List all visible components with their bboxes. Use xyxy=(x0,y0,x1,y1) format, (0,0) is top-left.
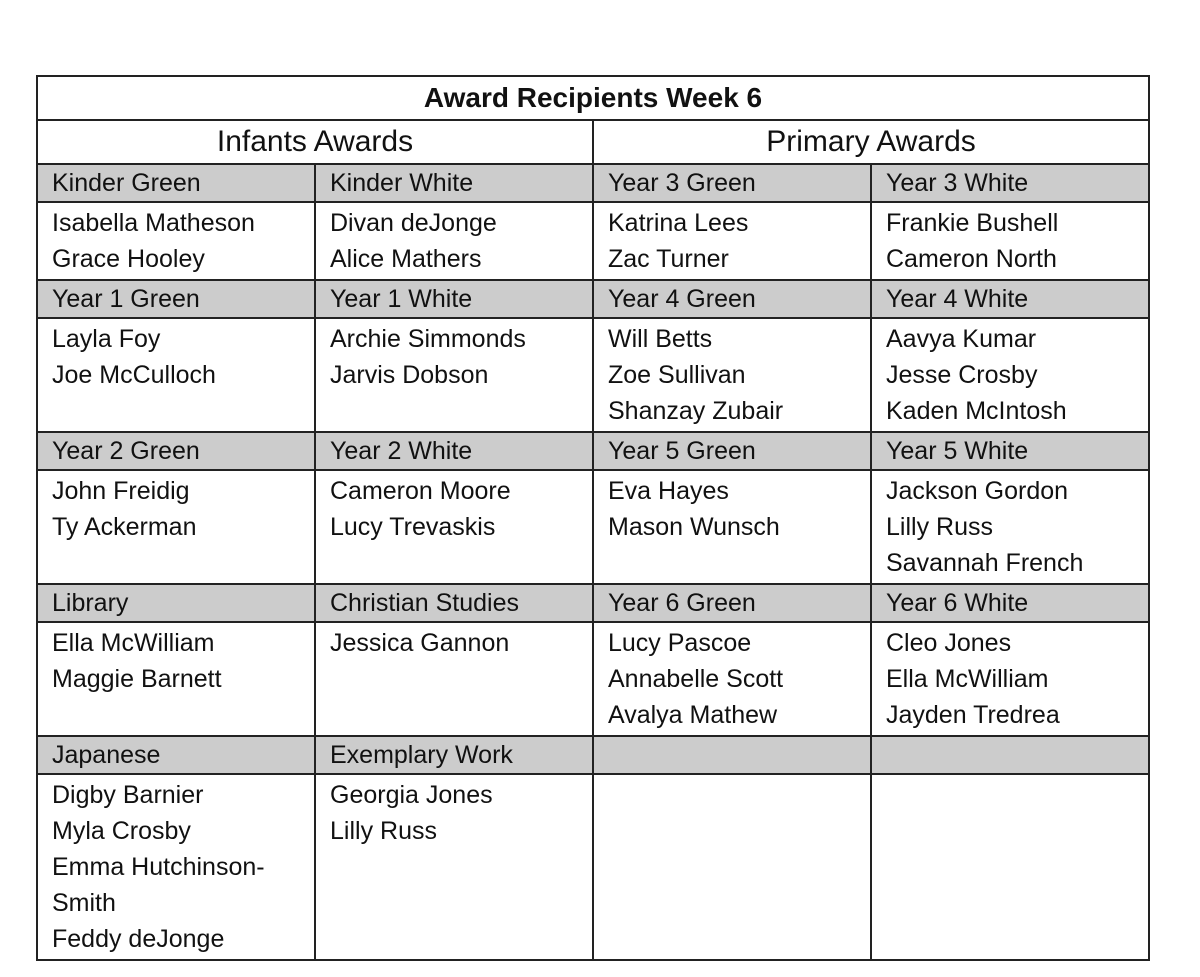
class-header-cell: Kinder Green xyxy=(37,164,315,202)
class-header-cell xyxy=(593,736,871,774)
names-cell xyxy=(871,318,1149,432)
class-header-row xyxy=(37,280,1149,318)
recipient-name: Myla Crosby xyxy=(52,817,191,845)
names-cell xyxy=(593,318,871,432)
recipient-name: Avalya Mathew xyxy=(608,701,778,729)
names-row xyxy=(37,622,1149,736)
recipient-name: Jayden Tredrea xyxy=(886,701,1060,729)
recipient-name: Emma Hutchinson-Smith xyxy=(52,853,265,917)
recipient-name: Jackson Gordon xyxy=(886,477,1069,505)
class-header-cell: Year 5 White xyxy=(871,432,1149,470)
class-header-cell: Year 6 White xyxy=(871,584,1149,622)
names-cell xyxy=(315,774,593,960)
title-row xyxy=(37,76,1149,120)
recipient-name: Lilly Russ xyxy=(330,817,437,845)
recipient-name: Zac Turner xyxy=(608,245,729,273)
recipient-name: Cameron North xyxy=(886,245,1057,273)
recipient-name: Lucy Pascoe xyxy=(608,629,752,657)
class-header-row xyxy=(37,164,1149,202)
class-header-cell: Year 5 Green xyxy=(593,432,871,470)
class-header-cell: Kinder White xyxy=(315,164,593,202)
names-cell xyxy=(37,774,315,960)
names-cell xyxy=(593,622,871,736)
award-recipients-table xyxy=(36,75,1150,961)
recipient-name: Layla Foy xyxy=(52,325,161,353)
section-row xyxy=(37,120,1149,164)
recipient-name: Digby Barnier xyxy=(52,781,204,809)
recipient-name: Ella McWilliam xyxy=(52,629,215,657)
names-cell xyxy=(593,774,871,960)
names-cell xyxy=(37,202,315,280)
recipient-name: Alice Mathers xyxy=(330,245,482,273)
class-header-cell: Year 1 White xyxy=(315,280,593,318)
class-header-cell: Year 4 White xyxy=(871,280,1149,318)
names-row xyxy=(37,470,1149,584)
recipient-name: Ty Ackerman xyxy=(52,513,197,541)
recipient-name: John Freidig xyxy=(52,477,190,505)
names-row xyxy=(37,774,1149,960)
names-cell xyxy=(871,470,1149,584)
class-header-row xyxy=(37,584,1149,622)
class-header-cell xyxy=(871,736,1149,774)
class-header-cell: Exemplary Work xyxy=(315,736,593,774)
section-infants-awards: Infants Awards xyxy=(37,120,593,164)
recipient-name: Archie Simmonds xyxy=(330,325,526,353)
names-cell xyxy=(593,202,871,280)
names-cell xyxy=(37,622,315,736)
names-cell xyxy=(37,470,315,584)
recipient-name: Will Betts xyxy=(608,325,713,353)
recipient-name: Jessica Gannon xyxy=(330,629,510,657)
recipient-name: Kaden McIntosh xyxy=(886,397,1067,425)
names-cell xyxy=(871,622,1149,736)
recipient-name: Jarvis Dobson xyxy=(330,361,489,389)
recipient-name: Ella McWilliam xyxy=(886,665,1049,693)
names-cell xyxy=(315,470,593,584)
recipient-name: Lilly Russ xyxy=(886,513,993,541)
recipient-name: Katrina Lees xyxy=(608,209,749,237)
class-header-cell: Year 1 Green xyxy=(37,280,315,318)
class-header-cell: Year 3 Green xyxy=(593,164,871,202)
names-row xyxy=(37,202,1149,280)
names-cell xyxy=(315,318,593,432)
class-header-cell: Japanese xyxy=(37,736,315,774)
names-cell xyxy=(871,774,1149,960)
recipient-name: Frankie Bushell xyxy=(886,209,1059,237)
recipient-name: Joe McCulloch xyxy=(52,361,216,389)
recipient-name: Shanzay Zubair xyxy=(608,397,784,425)
recipient-name: Jesse Crosby xyxy=(886,361,1038,389)
recipient-name: Grace Hooley xyxy=(52,245,205,273)
recipient-name: Eva Hayes xyxy=(608,477,729,505)
class-header-row xyxy=(37,736,1149,774)
recipient-name: Aavya Kumar xyxy=(886,325,1037,353)
names-cell xyxy=(315,622,593,736)
recipient-name: Cameron Moore xyxy=(330,477,511,505)
recipient-name: Isabella Matheson xyxy=(52,209,255,237)
class-header-cell: Year 2 White xyxy=(315,432,593,470)
recipient-name: Feddy deJonge xyxy=(52,925,225,953)
names-row xyxy=(37,318,1149,432)
names-cell xyxy=(593,470,871,584)
recipient-name: Maggie Barnett xyxy=(52,665,222,693)
class-header-cell: Christian Studies xyxy=(315,584,593,622)
recipient-name: Zoe Sullivan xyxy=(608,361,746,389)
recipient-name: Savannah French xyxy=(886,549,1084,577)
recipient-name: Georgia Jones xyxy=(330,781,493,809)
names-cell xyxy=(315,202,593,280)
names-cell xyxy=(871,202,1149,280)
recipient-name: Mason Wunsch xyxy=(608,513,780,541)
recipient-name: Annabelle Scott xyxy=(608,665,784,693)
recipient-name: Divan deJonge xyxy=(330,209,497,237)
class-header-cell: Year 4 Green xyxy=(593,280,871,318)
section-primary-awards: Primary Awards xyxy=(593,120,1149,164)
recipient-name: Cleo Jones xyxy=(886,629,1012,657)
names-cell xyxy=(37,318,315,432)
table-title: Award Recipients Week 6 xyxy=(37,76,1149,120)
recipient-name: Lucy Trevaskis xyxy=(330,513,496,541)
class-header-cell: Year 6 Green xyxy=(593,584,871,622)
class-header-cell: Library xyxy=(37,584,315,622)
class-header-row xyxy=(37,432,1149,470)
class-header-cell: Year 2 Green xyxy=(37,432,315,470)
class-header-cell: Year 3 White xyxy=(871,164,1149,202)
